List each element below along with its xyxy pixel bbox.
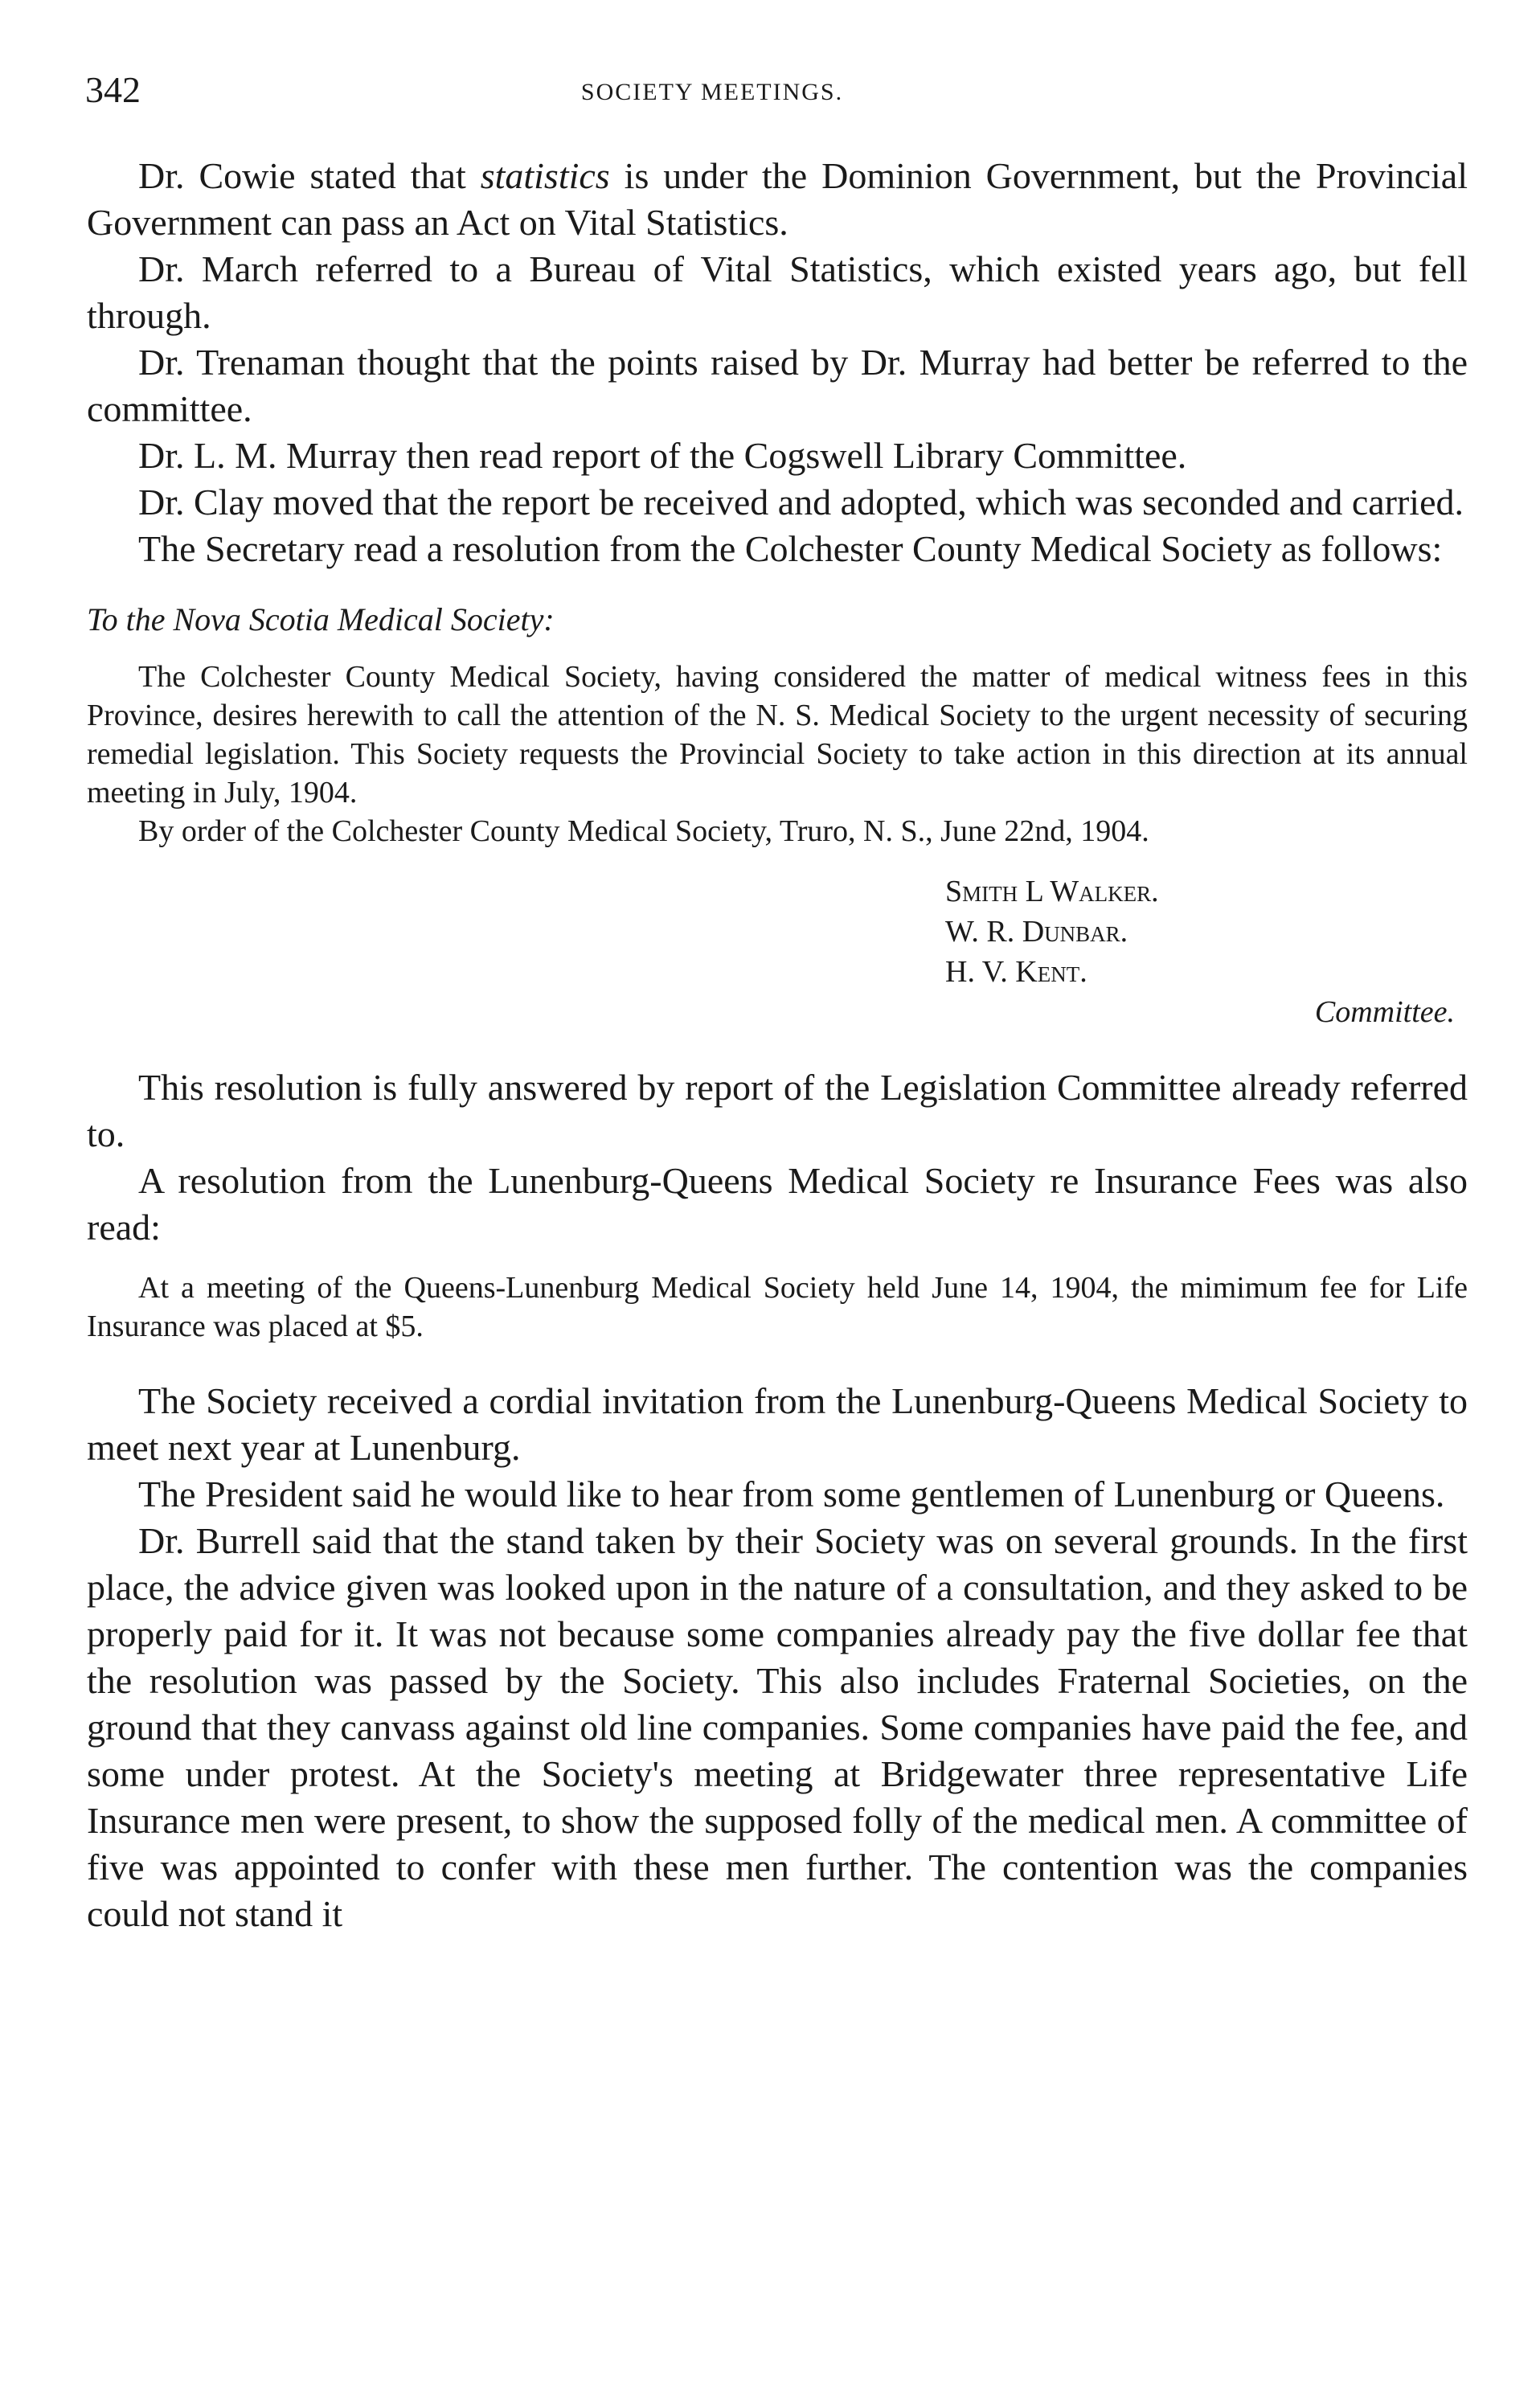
letter-order: By order of the Colchester County Medical Society, Truro, N. S., June 22nd, 1904. (138, 814, 1149, 848)
signatory: Smith L Walker. (945, 875, 1159, 908)
paragraph-clay: Dr. Clay moved that the report be received and adopted, which was seconded and carried. (138, 482, 1464, 523)
paragraph-secretary: The Secretary read a resolution from the Colchester County Medical Society as follows: (138, 528, 1443, 569)
signatory: H. V. Kent. (945, 955, 1087, 989)
paragraph-burrell: Dr. Burrell said that the stand taken by their Society was on several grounds. In the first place, the advice given was looked upon in the nature of a consultation, and they asked to be properly paid for it. It was not because some companies already pay the five dollar fee that the resolution was passed by the Society. This also includes Fraternal Societies, on the ground that they canvass against old line companies. Some companies have paid the fee, and some under protest. At the Society's meeting at Bridgewater three representative Life Insurance men were present, to show the supposed folly of the medical men. A committee of five was appointed to confer with these men further. The contention was the companies could not stand it (87, 1520, 1468, 1934)
letter-salutation: To the Nova Scotia Medical Society: (87, 601, 555, 637)
spacer (87, 1032, 1468, 1064)
paragraph-invitation: The Society received a cordial invitation from the Lunenburg-Queens Medical Society to meet next year at Lunenburg. (87, 1380, 1468, 1468)
paragraph-text: Dr. Cowie stated that (138, 155, 481, 196)
spacer (87, 1346, 1468, 1378)
page-number: 342 (85, 69, 141, 110)
paragraph-president: The President said he would like to hear from some gentlemen of Lunenburg or Queens. (138, 1474, 1445, 1515)
paragraph-text: is under the Dominion Government, but the Provincial Government can pass an Act on Vital Statistics. (87, 155, 1468, 243)
committee-label: Committee. (1314, 995, 1455, 1029)
quote-insurance-fee: At a meeting of the Queens-Lunenburg Medical Society held June 14, 1904, the mimimum fee for Life Insurance was placed at $5. (87, 1271, 1468, 1343)
letter-body: The Colchester County Medical Society, having considered the matter of medical witness fees in this Province, desires herewith to call the attention of the N. S. Medical Society to the urgent necessity of securing remedial legislation. This Society requests the Provincial Society to take action in this direction at its annual meeting in July, 1904. (87, 660, 1468, 810)
paragraph-resolution-answered: This resolution is fully answered by report of the Legislation Committee already referred to. (87, 1067, 1468, 1154)
body-text (87, 153, 1468, 1937)
paragraph-trenaman: Dr. Trenaman thought that the points raised by Dr. Murray had better be referred to the committee. (87, 342, 1468, 429)
running-head: SOCIETY MEETINGS. (580, 79, 844, 105)
signature-block (87, 871, 1468, 1032)
signatory: W. R. Dunbar. (945, 915, 1128, 949)
page-header (85, 66, 1468, 114)
paragraph-lunenburg-resolution: A resolution from the Lunenburg-Queens Medical Society re Insurance Fees was also read: (87, 1160, 1468, 1248)
paragraph-cowie (87, 153, 1468, 246)
italic-term: statistics (480, 155, 610, 196)
spacer (87, 1251, 1468, 1269)
paragraph-march: Dr. March referred to a Bureau of Vital Statistics, which existed years ago, but fell through. (87, 248, 1468, 336)
paragraph-murray: Dr. L. M. Murray then read report of the Cogswell Library Committee. (138, 435, 1187, 476)
